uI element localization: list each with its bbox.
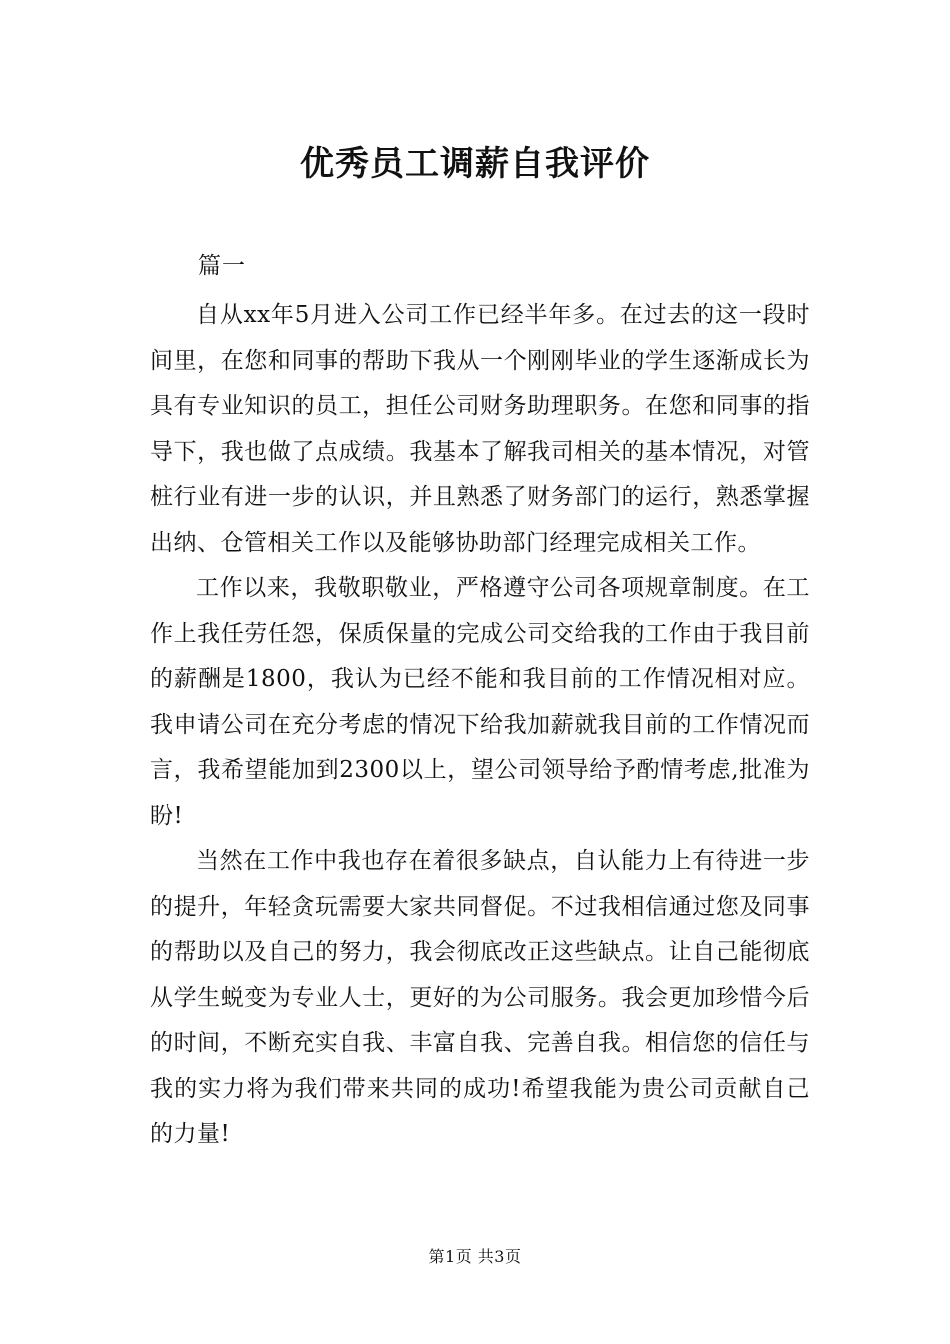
document-body <box>150 293 810 1158</box>
document-title: 优秀员工调薪自我评价 <box>300 144 650 184</box>
paragraph-1: 自从xx年5月进入公司工作已经半年多。在过去的这一段时间里，在您和同事的帮助下我从一个刚刚毕业的学生逐渐成长为具有专业知识的员工，担任公司财务助理职务。在您和同事的指导下，我也做了点成绩。我基本了解我司相关的基本情况，对管桩行业有进一步的认识，并且熟悉了财务部门的运行，熟悉掌握出纳、仓管相关工作以及能够协助部门经理完成相关工作。 <box>150 302 810 556</box>
paragraph-3: 当然在工作中我也存在着很多缺点，自认能力上有待进一步的提升，年轻贪玩需要大家共同督促。不过我相信通过您及同事的帮助以及自己的努力，我会彻底改正这些缺点。让自己能彻底从学生蜕变为专业人士，更好的为公司服务。我会更加珍惜今后的时间，不断充实自我、丰富自我、完善自我。相信您的信任与我的实力将为我们带来共同的成功!希望我能为贵公司贡献自己的力量! <box>150 848 810 1147</box>
page-footer: 第1页 共3页 <box>428 1247 522 1266</box>
paragraph-2: 工作以来，我敬职敬业，严格遵守公司各项规章制度。在工作上我任劳任怨，保质保量的完成公司交给我的工作由于我目前的薪酬是1800，我认为已经不能和我目前的工作情况相对应。我申请公司在充分考虑的情况下给我加薪就我目前的工作情况而言，我希望能加到2300以上，望公司领导给予酌情考虑,批准为盼! <box>150 575 810 829</box>
section-label: 篇一 <box>198 253 246 279</box>
